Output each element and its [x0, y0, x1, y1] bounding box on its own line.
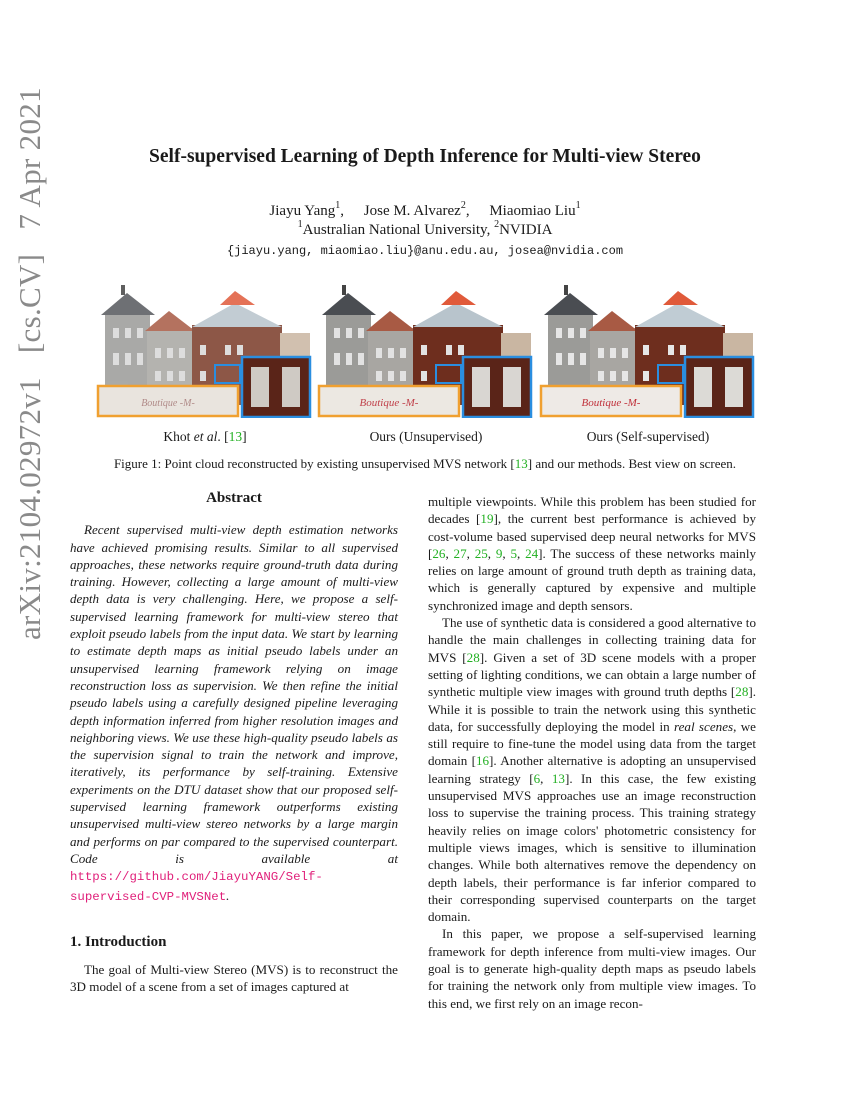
left-column: [70, 490, 398, 996]
affiliation: NVIDIA: [499, 222, 553, 238]
point-cloud-image: [538, 283, 758, 418]
author-name: Jiayu Yang: [269, 203, 336, 219]
figure-panel-caption: Ours (Self-supervised): [586, 429, 710, 444]
citation-link[interactable]: 19: [480, 511, 494, 527]
abstract-text: Recent supervised multi-view depth estimation networks have achieved promising results. Similar to all supervised approaches, these networks require ground-truth data during training. However, collecting a large amount of multi-view depth data is very challenging. Here, we propose a self-supervised learning framework for multi-view stereo that exploit pseudo labels from the input data. We start by learning to estimate depth maps as initial pseudo labels under an unsupervised learning framework relying on image reconstruction loss as supervision. We then refine the initial pseudo labels using a carefully designed pipeline leveraging depth information inferred from higher resolution images and neighboring views. We use these high-quality pseudo labels as the supervision signal to train the network and improve, iteratively, its performance by self-training. Extensive experiments on the DTU dataset show that our proposed self-supervised learning framework outperforms existing unsupervised multi-view stereo networks by a large margin and performs on par compared to the supervised counterpart. Code is available at https://github.com/JiayuYANG/Self-supervised-CVP-MVSNet.: [70, 522, 398, 904]
citation-link[interactable]: 9: [495, 545, 503, 561]
svg-text:Boutique -M-: Boutique -M-: [141, 398, 195, 409]
author-name: Jose M. Alvarez: [363, 203, 461, 219]
figure-panel-ours-self-supervised: [538, 283, 758, 448]
figure-panel-caption: Khot et al. [13]: [163, 429, 247, 444]
citation-link[interactable]: 26: [432, 545, 446, 561]
figure-caption: Figure 1: Point cloud reconstructed by existing unsupervised MVS network [13] and our methods. Best view on screen.: [113, 456, 737, 471]
author-block: [0, 202, 850, 261]
emphasis: real scenes: [673, 718, 734, 734]
affil-mark: 1: [575, 200, 581, 211]
citation-link[interactable]: 24: [525, 545, 539, 561]
section-heading-introduction: 1. Introduction: [70, 933, 167, 950]
figure-1: [95, 283, 765, 453]
citation-link[interactable]: 13: [551, 770, 565, 786]
affil-mark: 1: [335, 200, 341, 211]
abstract-heading: Abstract: [206, 490, 262, 506]
figure-panel-ours-unsupervised: [316, 283, 536, 448]
citation-link[interactable]: 16: [475, 753, 490, 769]
citation-link[interactable]: 13: [514, 456, 528, 471]
point-cloud-image: [95, 283, 315, 418]
affil-mark: 1: [297, 219, 303, 230]
figure-panel-caption: Ours (Unsupervised): [369, 429, 483, 444]
citation-link[interactable]: 5: [510, 545, 517, 561]
code-url-link[interactable]: https://github.com/JiayuYANG/Self-supervised-CVP-MVSNet: [70, 870, 323, 904]
intro-paragraph-2: The use of synthetic data is considered a good alternative to handle the main challenges in collecting training data for MVS [28]. Given a set of 3D scene models with a proper setting of lighting conditions, we can obtain a large number of synthetic multiple view images with ground truth depths [28]. While it is possible to train the network using this synthetic data, for successfully deploying the model in real scenes, we still require to fine-tune the model using data from the target domain [16]. Another alternative is adopting an unsupervised learning strategy [6, 13]. In this case, the few existing unsupervised MVS approaches use an image reconstruction loss to supervise the training process. This training strategy heavily relies on image colors' photometric consistency for multiple views images, which is sensitive to illumination changes. While both alternatives remove the dependency on depth labels, their performance is far inferior compared to their corresponding supervised counterparts on the target domain.: [428, 615, 756, 925]
citation-link[interactable]: 6: [533, 770, 541, 786]
affiliations: $^1$Australian National University, $^2$NVIDIA: [297, 219, 553, 238]
intro-paragraph-3: In this paper, we propose a self-supervised learning framework for depth inference from multi-view images. Our goal is to generate high-quality depth maps as pseudo labels for training the network only from multiple view images. To this end, we first rely on an image recon-: [428, 926, 756, 1011]
paper-title: Self-supervised Learning of Depth Inference for Multi-view Stereo: [149, 146, 701, 167]
intro-paragraph-1-start: The goal of Multi-view Stereo (MVS) is to reconstruct the 3D model of a scene from a set of images captured at: [70, 962, 398, 995]
arxiv-date: 7 Apr 2021: [12, 87, 47, 230]
arxiv-id: arXiv:2104.02972v1: [12, 377, 47, 640]
citation-link[interactable]: 25: [474, 545, 488, 561]
citation-link[interactable]: 27: [453, 545, 467, 561]
svg-text:Boutique -M-: Boutique -M-: [359, 397, 419, 409]
citation-link[interactable]: 28: [735, 684, 749, 700]
citation-link[interactable]: 13: [228, 429, 243, 444]
figure-panel-khot: [95, 283, 315, 448]
right-column: [428, 493, 756, 1012]
affil-mark: 2: [494, 219, 500, 230]
svg-text:Boutique -M-: Boutique -M-: [581, 397, 641, 409]
intro-paragraph-1-cont: multiple viewpoints. While this problem has been studied for decades [19], the current best performance is achieved by cost-volume based supervised deep neural networks for MVS [26, 27, 25, 9, 5, 24]. The success of these networks mainly relies on large amount of ground truth depth as training data, which is generally captured by expensive and multiple synchronized image and depth sensors.: [428, 494, 757, 613]
author-name: Miaomiao Liu: [489, 203, 576, 219]
arxiv-category: [cs.CV]: [12, 253, 47, 354]
author-emails: {jiayu.yang, miaomiao.liu}@anu.edu.au, josea@nvidia.com: [226, 244, 624, 258]
affiliation: Australian National University: [302, 222, 487, 238]
affil-mark: 2: [460, 200, 466, 211]
author-list: Jiayu Yang$^1$, Jose M. Alvarez$^2$, Miaomiao Liu$^1$: [269, 200, 581, 219]
point-cloud-image: [316, 283, 536, 418]
citation-link[interactable]: 28: [466, 649, 480, 665]
